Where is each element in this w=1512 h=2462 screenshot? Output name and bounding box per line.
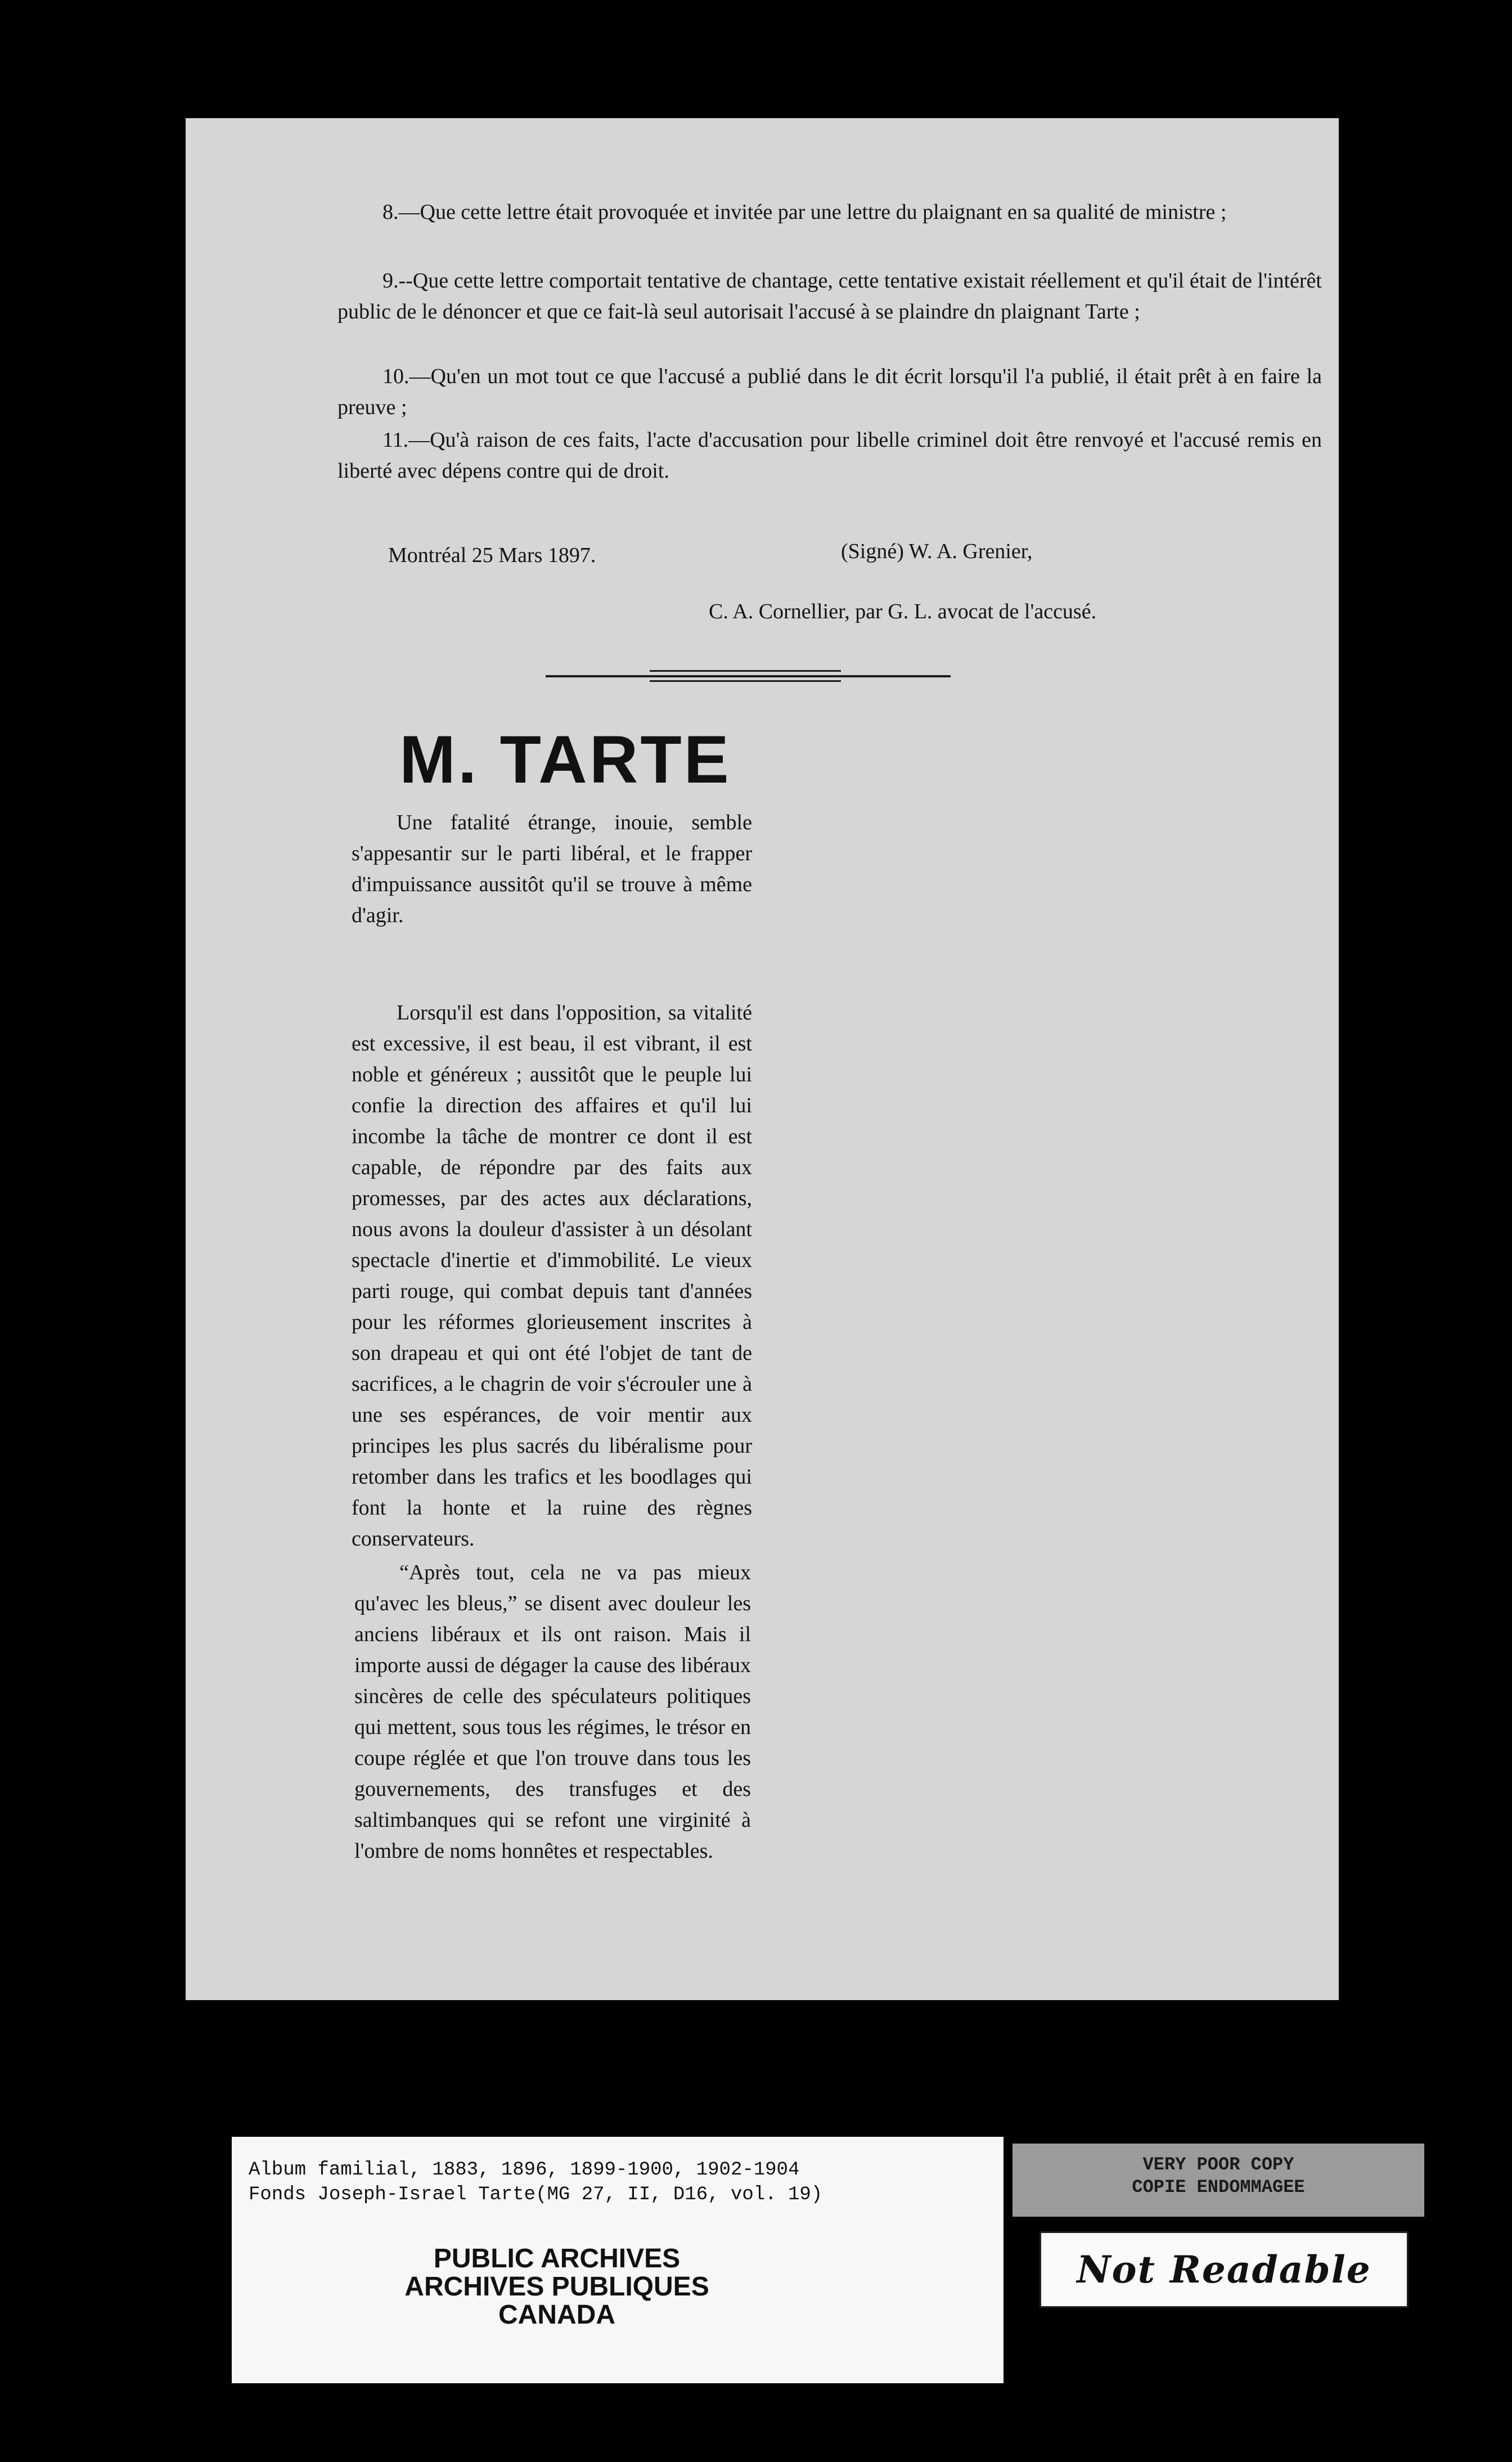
archives-stamp-line: PUBLIC ARCHIVES xyxy=(433,2244,681,2274)
archives-stamp-line: ARCHIVES PUBLIQUES xyxy=(404,2272,709,2302)
place-date: Montréal 25 Mars 1897. xyxy=(388,543,596,567)
paragraph-9: 9.--Que cette lettre comportait tentative de chantage, cette tentative existait réellement et qu'il était de l'intérêt public de le dénoncer et que ce fait-là seul autorisait l'accusé à se plaindre dn plaignant Tarte ; xyxy=(338,269,1322,324)
poor-copy-tag xyxy=(1012,2144,1424,2217)
poor-copy-text: VERY POOR COPY xyxy=(1142,2154,1294,2175)
counsel-signature: C. A. Cornellier, par G. L. avocat de l'accusé. xyxy=(709,600,1097,623)
article-title: M. TARTE xyxy=(399,722,731,797)
divider-rule-accent xyxy=(650,670,841,672)
paragraph-8: 8.—Que cette lettre était provoquée et invitée par une lettre du plaignant en sa qualité de ministre ; xyxy=(382,200,1227,224)
signature: (Signé) W. A. Grenier, xyxy=(841,540,1033,563)
archives-stamp-line: CANADA xyxy=(498,2300,615,2330)
archives-stamp xyxy=(366,2245,748,2329)
document-page xyxy=(186,118,1339,2000)
paragraph-10: 10.—Qu'en un mot tout ce que l'accusé a publié dans le dit écrit lorsqu'il l'a publié, il était prêt à en faire la preuve ; xyxy=(338,365,1322,419)
poor-copy-text-fr: COPIE ENDOMMAGEE xyxy=(1132,2177,1305,2198)
catalog-line-2: Fonds Joseph-Israel Tarte(MG 27, II, D16, vol. 19) xyxy=(249,2184,823,2205)
body-paragraph-2: “Après tout, cela ne va pas mieux qu'avec les bleus,” se disent avec douleur les anciens libéraux et ils ont raison. Mais il importe aussi de dégager la cause des libéraux sincères de celle des spéculateurs politiques qui mettent, sous tous les régimes, le trésor en coupe réglée et que l'on trouve dans tous les gouvernements, des transfuges et des saltimbanques qui se refont une virginité à l'ombre de noms honnêtes et respectables. xyxy=(354,1561,751,1863)
body-paragraph-1: Lorsqu'il est dans l'opposition, sa vitalité est excessive, il est beau, il est vibrant, il est noble et généreux ; aussitôt que le peuple lui confie la direction des affaires et qu'il lui incombe la tâche de montrer ce dont il est capable, de répondre par des faits aux promesses, par des actes aux déclarations, nous avons la douleur d'assister à un désolant spectacle d'inertie et d'immobilité. Le vieux parti rouge, qui combat depuis tant d'années pour les réformes glorieusement inscrites à son drapeau et qui ont été l'objet de tant de sacrifices, a le chagrin de voir s'écrouler une à une ses espérances, de voir mentir aux principes les plus sacrés du libéralisme pour retomber dans les trafics et les boodlages qui font la honte et la ruine des règnes conservateurs. xyxy=(352,1001,752,1551)
intro-paragraph: Une fatalité étrange, inouie, semble s'appesantir sur le parti libéral, et le frapper d'impuissance aussitôt qu'il se trouve à même d'agir. xyxy=(352,811,752,927)
divider-rule-accent xyxy=(650,680,841,682)
catalog-line-1: Album familial, 1883, 1896, 1899-1900, 1902-1904 xyxy=(249,2159,800,2181)
not-readable-text: Not Readable xyxy=(1077,2248,1371,2292)
paragraph-11: 11.—Qu'à raison de ces faits, l'acte d'accusation pour libelle criminel doit être renvoyé et l'accusé remis en liberté avec dépens contre qui de droit. xyxy=(338,428,1322,483)
divider-rule xyxy=(546,675,951,677)
not-readable-tag xyxy=(1040,2231,1408,2308)
